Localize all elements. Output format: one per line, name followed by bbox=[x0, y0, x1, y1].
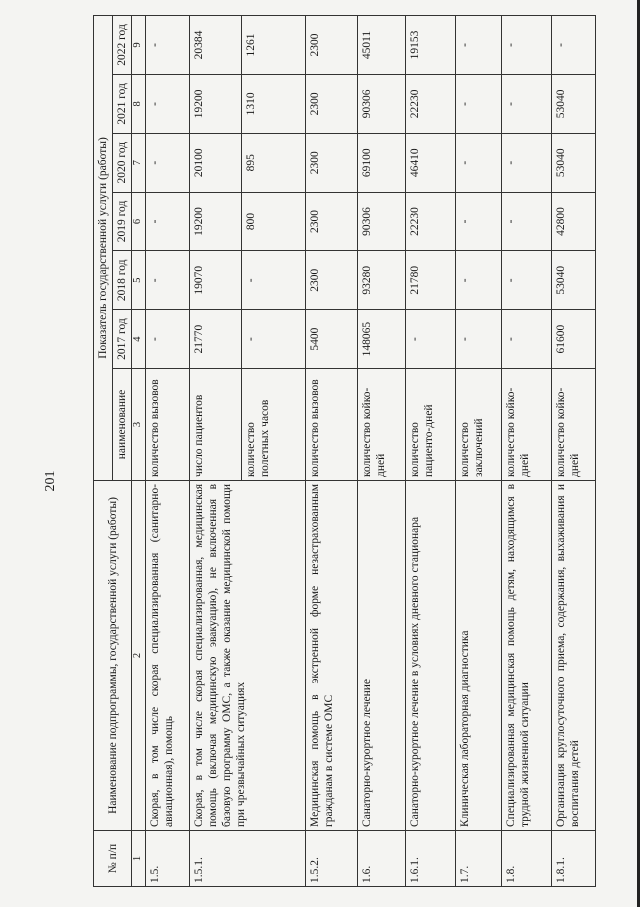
row-value: - bbox=[455, 310, 501, 369]
page-number: 201 bbox=[43, 470, 58, 492]
row-value: 19070 bbox=[189, 251, 241, 310]
header-indicator-group: Показатель государственной услуги (работы) bbox=[94, 16, 113, 481]
row-value: 90306 bbox=[357, 74, 405, 133]
row-value: 20384 bbox=[189, 16, 241, 75]
rotated-table-container bbox=[93, 15, 603, 887]
row-value: 19153 bbox=[405, 16, 455, 75]
table-row bbox=[405, 16, 455, 887]
row-value: 2300 bbox=[305, 16, 357, 75]
column-index: 1 bbox=[132, 831, 146, 887]
row-value: 61600 bbox=[551, 310, 595, 369]
row-unit: число пациентов bbox=[189, 368, 241, 480]
row-name: Скорая, в том числе скорая специализированная, медицинская помощь (включая медицинскую эвакуацию), не включенная в базовую программу ОМС, а также оказание медицинской помощи при чрезвычайных ситуациях bbox=[189, 480, 305, 830]
row-number: 1.6. bbox=[357, 831, 405, 887]
row-value: 20100 bbox=[189, 133, 241, 192]
row-value: - bbox=[145, 133, 189, 192]
row-number: 1.8. bbox=[501, 831, 551, 887]
column-index: 9 bbox=[132, 16, 146, 75]
row-value: - bbox=[455, 74, 501, 133]
row-value: 22230 bbox=[405, 74, 455, 133]
row-value: 21780 bbox=[405, 251, 455, 310]
column-index: 5 bbox=[132, 251, 146, 310]
row-value: - bbox=[145, 310, 189, 369]
table-row bbox=[305, 16, 357, 887]
row-value: 46410 bbox=[405, 133, 455, 192]
row-value: 800 bbox=[241, 192, 305, 251]
row-unit: количество пациенто-дней bbox=[405, 368, 455, 480]
table-row bbox=[501, 16, 551, 887]
header-year: 2022 год bbox=[113, 16, 132, 75]
row-unit: количество вызовов bbox=[305, 368, 357, 480]
row-value: 45011 bbox=[357, 16, 405, 75]
row-value: 1310 bbox=[241, 74, 305, 133]
row-value: - bbox=[145, 74, 189, 133]
row-unit: количество койко-дней bbox=[357, 368, 405, 480]
row-name: Санаторно-курортное лечение bbox=[357, 480, 405, 830]
table-row bbox=[145, 16, 189, 887]
row-value: - bbox=[455, 192, 501, 251]
row-value: - bbox=[501, 16, 551, 75]
row-value: - bbox=[501, 192, 551, 251]
row-number: 1.5.2. bbox=[305, 831, 357, 887]
indicator-table bbox=[93, 15, 596, 887]
column-index: 8 bbox=[132, 74, 146, 133]
column-index: 4 bbox=[132, 310, 146, 369]
row-value: - bbox=[501, 74, 551, 133]
row-value: - bbox=[145, 251, 189, 310]
header-name: Наименование подпрограммы, государственной услуги (работы) bbox=[94, 480, 132, 830]
table-row bbox=[455, 16, 501, 887]
row-value: 19200 bbox=[189, 74, 241, 133]
row-unit: количество полетных часов bbox=[241, 368, 305, 480]
table-row bbox=[357, 16, 405, 887]
row-number: 1.6.1. bbox=[405, 831, 455, 887]
row-name: Клиническая лабораторная диагностика bbox=[455, 480, 501, 830]
row-value: 148065 bbox=[357, 310, 405, 369]
row-value: 93280 bbox=[357, 251, 405, 310]
column-index: 2 bbox=[132, 480, 146, 830]
column-index-row bbox=[132, 16, 146, 887]
row-unit: количество вызовов bbox=[145, 368, 189, 480]
row-number: 1.5.1. bbox=[189, 831, 305, 887]
row-value: 2300 bbox=[305, 251, 357, 310]
header-year: 2019 год bbox=[113, 192, 132, 251]
row-name: Скорая, в том числе скорая специализированная (санитарно-авиационная), помощь bbox=[145, 480, 189, 830]
row-value: 895 bbox=[241, 133, 305, 192]
row-unit: количество койко-дней bbox=[501, 368, 551, 480]
row-value: - bbox=[241, 310, 305, 369]
header-year: 2021 год bbox=[113, 74, 132, 133]
row-value: 2300 bbox=[305, 74, 357, 133]
row-value: 53040 bbox=[551, 133, 595, 192]
header-year: 2018 год bbox=[113, 251, 132, 310]
row-name: Медицинская помощь в экстренной форме незастрахованным гражданам в системе ОМС bbox=[305, 480, 357, 830]
row-value: - bbox=[501, 251, 551, 310]
table-row bbox=[189, 16, 241, 887]
row-value: - bbox=[455, 16, 501, 75]
row-value: - bbox=[551, 16, 595, 75]
row-value: 21770 bbox=[189, 310, 241, 369]
column-index: 3 bbox=[132, 368, 146, 480]
row-value: 69100 bbox=[357, 133, 405, 192]
row-value: - bbox=[501, 133, 551, 192]
row-value: - bbox=[145, 16, 189, 75]
row-value: - bbox=[455, 251, 501, 310]
row-value: - bbox=[241, 251, 305, 310]
row-unit: количество койко-дней bbox=[551, 368, 595, 480]
row-name: Организация круглосуточного приема, содержания, выхаживания и воспитания детей bbox=[551, 480, 595, 830]
column-index: 7 bbox=[132, 133, 146, 192]
row-value: 22230 bbox=[405, 192, 455, 251]
table-row bbox=[551, 16, 595, 887]
row-value: - bbox=[405, 310, 455, 369]
row-value: 42800 bbox=[551, 192, 595, 251]
header-num: № п/п bbox=[94, 831, 132, 887]
row-value: 53040 bbox=[551, 251, 595, 310]
row-value: 2300 bbox=[305, 192, 357, 251]
row-value: 1261 bbox=[241, 16, 305, 75]
row-value: 2300 bbox=[305, 133, 357, 192]
row-name: Специализированная медицинская помощь детям, находящимся в трудной жизненной ситуации bbox=[501, 480, 551, 830]
header-year: 2017 год bbox=[113, 310, 132, 369]
row-name: Санаторно-курортное лечение в условиях дневного стационара bbox=[405, 480, 455, 830]
row-value: 90306 bbox=[357, 192, 405, 251]
row-number: 1.7. bbox=[455, 831, 501, 887]
row-value: - bbox=[145, 192, 189, 251]
column-index: 6 bbox=[132, 192, 146, 251]
row-value: - bbox=[455, 133, 501, 192]
header-year: 2020 год bbox=[113, 133, 132, 192]
row-number: 1.5. bbox=[145, 831, 189, 887]
row-value: - bbox=[501, 310, 551, 369]
header-unit: наименование bbox=[113, 368, 132, 480]
row-value: 19200 bbox=[189, 192, 241, 251]
row-unit: количество заключений bbox=[455, 368, 501, 480]
row-value: 53040 bbox=[551, 74, 595, 133]
row-value: 5400 bbox=[305, 310, 357, 369]
row-number: 1.8.1. bbox=[551, 831, 595, 887]
